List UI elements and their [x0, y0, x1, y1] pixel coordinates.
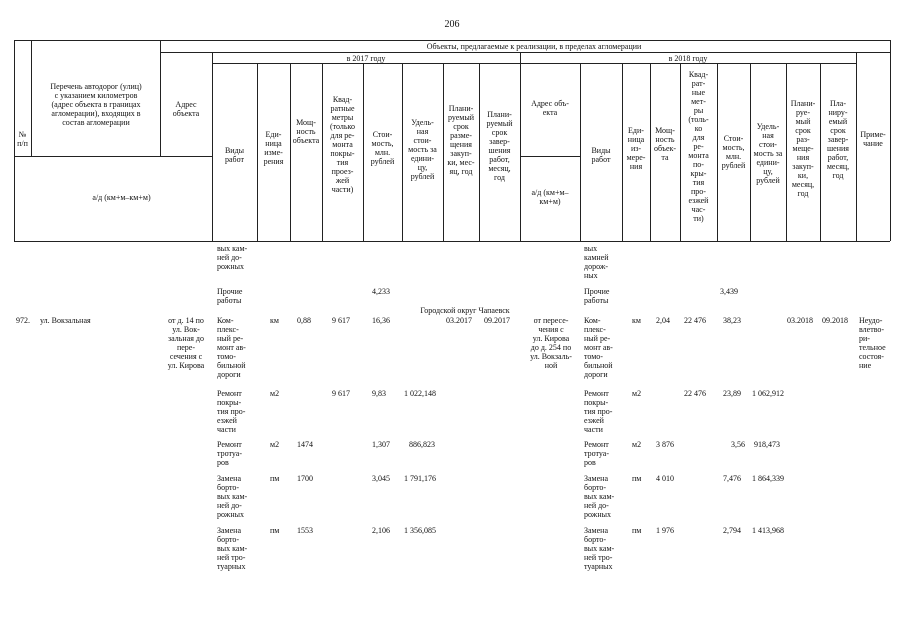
- row-works-2017: Ком- плекс- ный ре- монт ав- томо- бильной дороги: [217, 316, 246, 379]
- header-works-2017: Виды работ: [224, 146, 245, 164]
- row-sqm-2017: 9 617: [332, 389, 350, 398]
- row-unit-cost-2017: 1 356,085: [404, 526, 436, 535]
- header-addr-2018: Адрес объ- екта: [531, 99, 569, 117]
- header-works-2018: Виды работ: [591, 146, 611, 164]
- page-number: 206: [444, 19, 460, 30]
- carryover-other-2018: Прочие работы: [584, 287, 610, 305]
- header-road-list: Перечень автодорог (улиц) с указанием километров (адрес объекта в границах агломерации), входящих в состав агломерации: [50, 82, 142, 127]
- entry-number: 972.: [16, 316, 30, 325]
- row-plan-done-2017: 09.2017: [484, 316, 510, 325]
- row-unit-2017: пм: [270, 526, 280, 535]
- row-cost-2018: 3,56: [731, 440, 745, 449]
- row-cost-2018: 38,23: [723, 316, 741, 325]
- carryover-other-2017: Прочие работы: [217, 287, 243, 305]
- row-unit-2017: км: [270, 316, 279, 325]
- header-power-2017: Мощ- ность объекта: [292, 118, 320, 145]
- row-works-2018: Ремонт покры- тия про- езжей части: [584, 389, 613, 434]
- header-addr-2018-sub: а/д (км+м– км+м): [531, 188, 569, 206]
- header-cost-2017: Стои- мость, млн. рублей: [370, 130, 395, 166]
- row-unit-2017: м2: [270, 389, 280, 398]
- row-unit-2017: пм: [270, 474, 280, 483]
- row-unit-2018: пм: [632, 474, 642, 483]
- entry-road: ул. Вокзальная: [40, 316, 91, 325]
- row-unit-2017: м2: [270, 440, 280, 449]
- row-works-2018: Ком- плекс- ный ре- монт ав- томо- бильной дороги: [584, 316, 613, 379]
- row-cost-2018: 23,89: [723, 389, 741, 398]
- row-works-2017: Ремонт тротуа- ров: [217, 440, 242, 467]
- header-year-2017: в 2017 году: [346, 54, 386, 63]
- row-cost-2018: 2,794: [723, 526, 741, 535]
- header-power-2018: Мощ- ность объек- та: [653, 126, 677, 162]
- row-works-2017: Ремонт покры- тия про- езжей части: [217, 389, 246, 434]
- row-cost-2017: 3,045: [372, 474, 390, 483]
- row-unit-cost-2017: 1 022,148: [404, 389, 436, 398]
- row-cost-2017: 2,106: [372, 526, 390, 535]
- header-unit-cost-2018: Удель- ная стои- мость за едини- цу, рублей: [753, 122, 783, 185]
- row-plan-place-2017: 03.2017: [446, 316, 472, 325]
- header-num: № п/п: [17, 130, 28, 148]
- row-unit-2018: м2: [632, 389, 642, 398]
- row-works-2017: Замена борто- вых кам- ней тро- туарных: [217, 526, 248, 571]
- row-works-2018: Замена борто- вых кам- ней до- рожных: [584, 474, 615, 519]
- row-unit-2018: км: [632, 316, 641, 325]
- entry-address-2017: от д. 14 по ул. Вок- зальная до пере- сечения с ул. Кирова: [167, 316, 205, 370]
- row-sqm-2018: 22 476: [684, 316, 706, 325]
- carryover-cost-2018: 3,439: [720, 287, 738, 296]
- row-cost-2017: 1,307: [372, 440, 390, 449]
- row-sqm-2018: 22 476: [684, 389, 706, 398]
- row-power-2017: 0,88: [297, 316, 311, 325]
- row-unit-cost-2018: 918,473: [754, 440, 780, 449]
- row-power-2017: 1553: [297, 526, 313, 535]
- row-power-2018: 1 976: [656, 526, 674, 535]
- header-sqm-2017: Квад- ратные метры (только для ре- монта покры- тия проез- жей части): [329, 95, 356, 194]
- year-row-divider: [212, 63, 856, 64]
- header-ad-km: а/д (км+м–км+м): [92, 193, 151, 202]
- row-cost-2017: 9,83: [372, 389, 386, 398]
- entry-address-2018: от пересе- чения с ул. Кирова до д. 254 по ул. Вокзаль- ной: [530, 316, 572, 370]
- row-cost-2018: 7,476: [723, 474, 741, 483]
- carryover-works-2017: вых кам- ней до- рожных: [217, 244, 248, 271]
- row-unit-cost-2018: 1 864,339: [752, 474, 784, 483]
- row-works-2018: Ремонт тротуа- ров: [584, 440, 609, 467]
- header-plan-place-2018: Плани- руе- мый срок раз- меще- ния закуп- ки, месяц, год: [790, 99, 816, 198]
- row-power-2017: 1700: [297, 474, 313, 483]
- header-plan-done-2018: Пла- ниру- емый срок завер- шения работ, месяц, год: [826, 99, 850, 180]
- district-heading: Городской округ Чапаевск: [420, 306, 510, 315]
- row-power-2018: 3 876: [656, 440, 674, 449]
- row-power-2017: 1474: [297, 440, 313, 449]
- header-unit-2018: Еди- ница из- мере- ния: [626, 126, 646, 171]
- header-plan-done-2017: Плани- руемый срок завер- шения работ, месяц, год: [486, 110, 513, 182]
- row-unit-cost-2018: 1 062,912: [752, 389, 784, 398]
- row-unit-2018: пм: [632, 526, 642, 535]
- entry-note: Неудо- влетво- ри- тельное состоя- ние: [859, 316, 886, 370]
- row-plan-done-2018: 09.2018: [822, 316, 848, 325]
- row-plan-place-2018: 03.2018: [787, 316, 813, 325]
- carryover-cost-2017: 4,233: [372, 287, 390, 296]
- header-plan-place-2017: Плани- руемый срок разме- щения закуп- ки, мес- яц, год: [447, 104, 475, 176]
- row-power-2018: 2,04: [656, 316, 670, 325]
- header-year-2018: в 2018 году: [668, 54, 708, 63]
- row-unit-cost-2018: 1 413,968: [752, 526, 784, 535]
- header-objects-title: Объекты, предлагаемые к реализации, в пределах агломерации: [426, 42, 642, 51]
- row-works-2018: Замена борто- вых кам- ней тро- туарных: [584, 526, 615, 571]
- row-unit-2018: м2: [632, 440, 642, 449]
- header-unit-2017: Еди- ница изме- рения: [263, 130, 284, 166]
- row-power-2018: 4 010: [656, 474, 674, 483]
- row-unit-cost-2017: 1 791,176: [404, 474, 436, 483]
- header-note: Приме- чание: [860, 130, 886, 148]
- header-unit-cost-2017: Удель- ная стои- мость за едини- цу, рублей: [408, 118, 437, 181]
- header-addr-2017: Адрес объекта: [172, 100, 200, 118]
- row-works-2017: Замена борто- вых кам- ней до- рожных: [217, 474, 248, 519]
- row-sqm-2017: 9 617: [332, 316, 350, 325]
- row-unit-cost-2017: 886,823: [409, 440, 435, 449]
- header-sqm-2018: Квад- рат- ные мет- ры (толь- ко для ре- монта по- кры- тия про- езжей час- ти): [688, 70, 709, 223]
- header-cost-2018: Стои- мость, млн. рублей: [721, 134, 746, 170]
- row-cost-2017: 16,36: [372, 316, 390, 325]
- carryover-works-2018: вых камней дорож- ных: [584, 244, 609, 280]
